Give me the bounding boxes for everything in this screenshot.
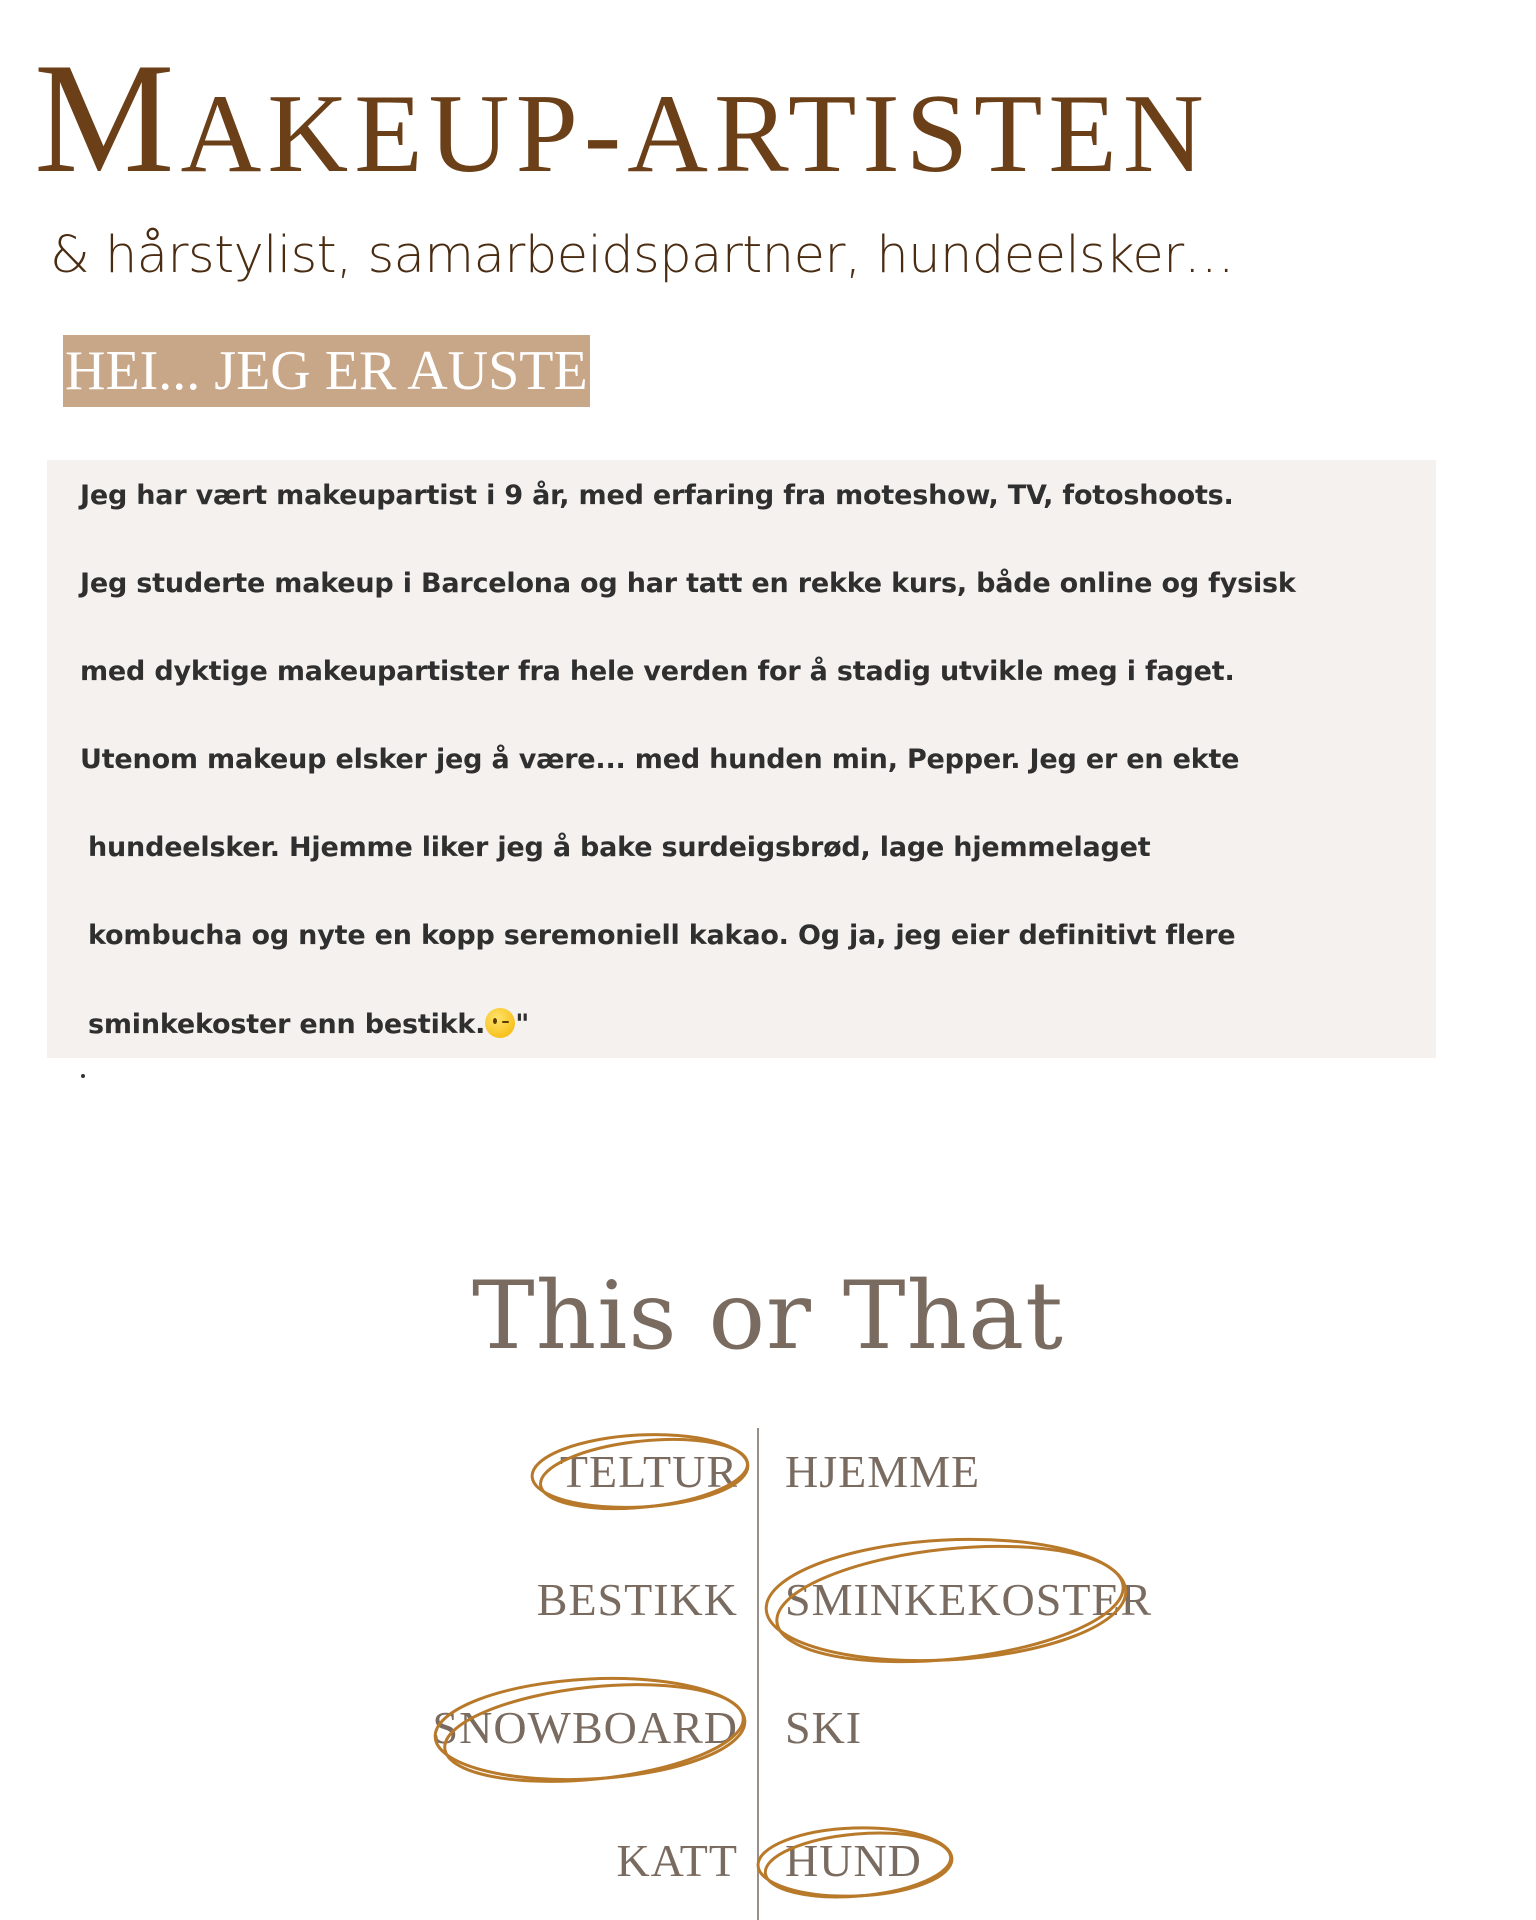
page-title [34,20,1210,218]
option-ski: SKI [785,1702,863,1753]
option-hund: HUND [785,1835,922,1886]
bio-box [47,460,1436,1058]
title-rest: AKEUP-ARTISTEN [180,72,1210,196]
bio-line-4: Utenom makeup elsker jeg å være... med hunden min, Pepper. Jeg er en ekte [80,744,1240,775]
bio-line-1: Jeg har vært makeupartist i 9 år, med erfaring fra moteshow, TV, fotoshoots. [80,480,1234,511]
this-or-that-title: This or That [472,1262,1064,1371]
option-snowboard: SNOWBOARD [432,1702,738,1753]
option-bestikk: BESTIKK [536,1574,738,1625]
option-hjemme: HJEMME [785,1446,981,1497]
bio-line-5: hundeelsker. Hjemme liker jeg å bake surdeigsbrød, lage hjemmelaget [88,832,1151,863]
bio-quote-mark: " [515,1009,530,1040]
winking-face-icon [485,1008,515,1038]
greeting-badge: HEI... JEG ER AUSTE [63,335,590,407]
option-katt: KATT [616,1835,738,1886]
stray-dot [81,1074,85,1078]
bio-line-3: med dyktige makeupartister fra hele verden for å stadig utvikle meg i faget. [80,656,1235,687]
bio-line-7 [88,1008,529,1040]
bio-line-7-text: sminkekoster enn bestikk. [88,1009,486,1040]
option-teltur: TELTUR [559,1446,738,1497]
bio-line-6: kombucha og nyte en kopp seremoniell kakao. Og ja, jeg eier definitivt flere [88,920,1236,951]
page-subtitle: & hårstylist, samarbeidspartner, hundeelsker… [50,226,1235,285]
this-or-that-divider [757,1428,759,1920]
option-sminkekoster: SMINKEKOSTER [785,1574,1153,1625]
title-first-letter: M [34,31,181,206]
bio-line-2: Jeg studerte makeup i Barcelona og har tatt en rekke kurs, både online og fysisk [80,568,1296,599]
